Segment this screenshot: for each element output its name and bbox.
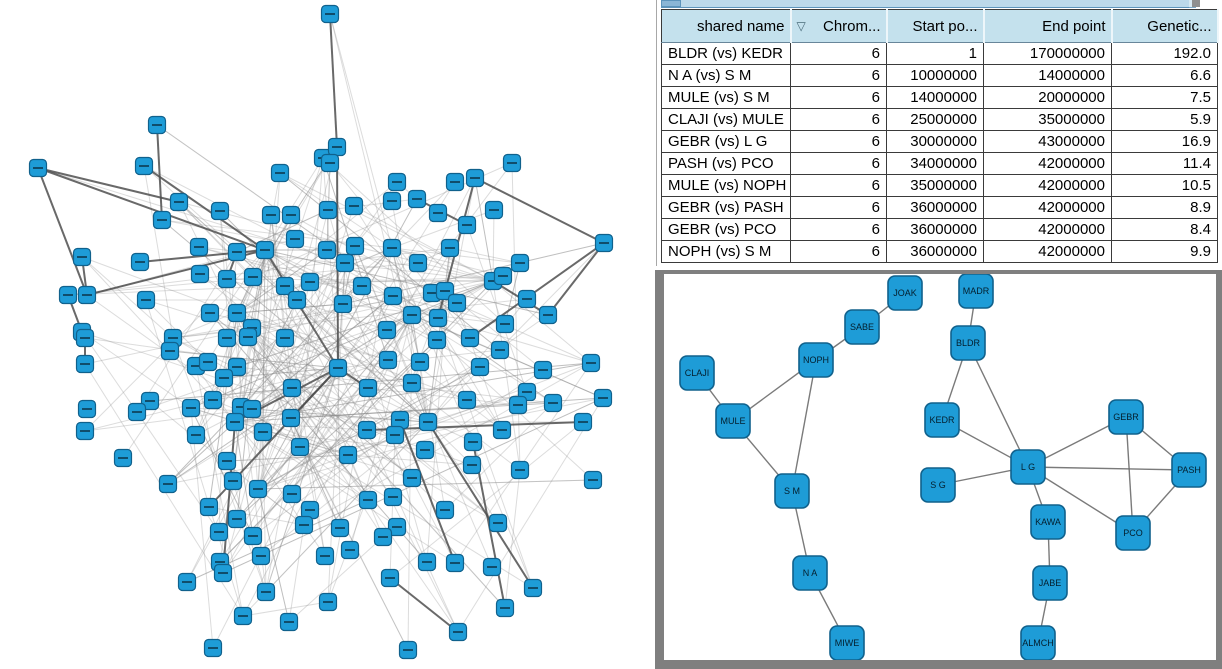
network-node-label: L G bbox=[1020, 462, 1036, 472]
table-cell: 6 bbox=[791, 197, 887, 219]
network-node[interactable] bbox=[219, 271, 236, 288]
network-node-label: KAWA bbox=[1035, 517, 1061, 527]
scrollbar-end-piece bbox=[1192, 0, 1200, 7]
network-node[interactable] bbox=[229, 305, 246, 322]
column-header-3[interactable] bbox=[984, 10, 1112, 43]
network-node[interactable] bbox=[410, 255, 427, 272]
network-node-label: CLAJI bbox=[684, 368, 710, 378]
network-node[interactable] bbox=[459, 392, 476, 409]
table-cell: 42000000 bbox=[984, 241, 1112, 263]
table-cell: 6 bbox=[791, 175, 887, 197]
table-cell: 10.5 bbox=[1112, 175, 1218, 197]
network-node[interactable] bbox=[465, 434, 482, 451]
network-node[interactable] bbox=[337, 255, 354, 272]
network-node[interactable] bbox=[229, 244, 246, 261]
network-node[interactable] bbox=[359, 422, 376, 439]
table-cell: 8.9 bbox=[1112, 197, 1218, 219]
network-node[interactable] bbox=[284, 486, 301, 503]
network-node[interactable] bbox=[340, 447, 357, 464]
table-cell: 35000000 bbox=[887, 175, 984, 197]
network-node[interactable] bbox=[219, 453, 236, 470]
network-node[interactable] bbox=[79, 287, 96, 304]
network-node[interactable] bbox=[596, 235, 613, 252]
network-node[interactable] bbox=[257, 242, 274, 259]
network-node-s-m[interactable] bbox=[775, 474, 809, 508]
column-header-1[interactable] bbox=[791, 10, 887, 43]
network-node[interactable] bbox=[384, 193, 401, 210]
network-node[interactable] bbox=[329, 139, 346, 156]
table-cell: 42000000 bbox=[984, 197, 1112, 219]
network-node[interactable] bbox=[385, 288, 402, 305]
network-node[interactable] bbox=[129, 404, 146, 421]
network-node-label: PASH bbox=[1177, 465, 1201, 475]
network-node[interactable] bbox=[486, 202, 503, 219]
network-node[interactable] bbox=[322, 6, 339, 23]
network-node-noph[interactable] bbox=[799, 343, 833, 377]
network-node[interactable] bbox=[272, 165, 289, 182]
network-node[interactable] bbox=[447, 555, 464, 572]
network-node[interactable] bbox=[447, 174, 464, 191]
network-node[interactable] bbox=[510, 397, 527, 414]
table-cell: 42000000 bbox=[984, 219, 1112, 241]
table-cell: MULE (vs) NOPH bbox=[662, 175, 791, 197]
network-node[interactable] bbox=[484, 559, 501, 576]
column-header-2[interactable] bbox=[887, 10, 984, 43]
network-node[interactable] bbox=[225, 473, 242, 490]
network-node-label: MULE bbox=[720, 416, 746, 426]
table-cell: 170000000 bbox=[984, 43, 1112, 65]
network-node[interactable] bbox=[429, 332, 446, 349]
network-node[interactable] bbox=[512, 255, 529, 272]
network-node-label: S M bbox=[783, 486, 801, 496]
table-row[interactable] bbox=[662, 65, 1218, 87]
table-cell: 35000000 bbox=[984, 109, 1112, 131]
network-node-label: JOAK bbox=[893, 288, 917, 298]
network-node[interactable] bbox=[404, 307, 421, 324]
network-node-s-g[interactable] bbox=[921, 468, 955, 502]
network-node-miwe[interactable] bbox=[830, 626, 864, 660]
network-node-label: NOPH bbox=[802, 355, 830, 365]
network-node[interactable] bbox=[77, 423, 94, 440]
table-cell: 6 bbox=[791, 219, 887, 241]
attribute-table[interactable] bbox=[661, 9, 1219, 263]
network-node[interactable] bbox=[525, 580, 542, 597]
network-node[interactable] bbox=[132, 254, 149, 271]
table-cell: 36000000 bbox=[887, 241, 984, 263]
network-node[interactable] bbox=[375, 529, 392, 546]
network-node-l-g[interactable] bbox=[1011, 450, 1045, 484]
network-node[interactable] bbox=[450, 624, 467, 641]
network-node[interactable] bbox=[255, 424, 272, 441]
network-node[interactable] bbox=[472, 359, 489, 376]
column-header-0[interactable] bbox=[662, 10, 791, 43]
network-node[interactable] bbox=[216, 370, 233, 387]
table-cell: 30000000 bbox=[887, 131, 984, 153]
network-node[interactable] bbox=[419, 554, 436, 571]
table-cell: 6 bbox=[791, 43, 887, 65]
table-cell: 9.9 bbox=[1112, 241, 1218, 263]
network-node[interactable] bbox=[379, 322, 396, 339]
network-node[interactable] bbox=[296, 517, 313, 534]
network-node-label: SABE bbox=[849, 322, 875, 332]
network-node[interactable] bbox=[227, 414, 244, 431]
network-node[interactable] bbox=[179, 574, 196, 591]
network-node[interactable] bbox=[287, 231, 304, 248]
network-node[interactable] bbox=[332, 520, 349, 537]
table-row[interactable] bbox=[662, 219, 1218, 241]
network-node[interactable] bbox=[389, 174, 406, 191]
network-node[interactable] bbox=[490, 515, 507, 532]
scrollbar-thumb[interactable] bbox=[661, 0, 1189, 8]
network-node[interactable] bbox=[360, 492, 377, 509]
network-node[interactable] bbox=[347, 238, 364, 255]
table-cell: 10000000 bbox=[887, 65, 984, 87]
column-header-label: Chrom... bbox=[822, 17, 881, 35]
network-node[interactable] bbox=[235, 608, 252, 625]
network-node[interactable] bbox=[277, 330, 294, 347]
table-row[interactable] bbox=[662, 241, 1218, 263]
network-node-label: JABE bbox=[1038, 578, 1062, 588]
network-node[interactable] bbox=[263, 207, 280, 224]
network-node[interactable] bbox=[136, 158, 153, 175]
network-node[interactable] bbox=[497, 600, 514, 617]
network-node[interactable] bbox=[74, 249, 91, 266]
table-cell: GEBR (vs) PASH bbox=[662, 197, 791, 219]
table-cell: 7.5 bbox=[1112, 87, 1218, 109]
network-edge-highlighted bbox=[330, 14, 337, 147]
network-node-kedr[interactable] bbox=[925, 403, 959, 437]
network-node-pco[interactable] bbox=[1116, 516, 1150, 550]
table-row[interactable] bbox=[662, 175, 1218, 197]
network-node-madr[interactable] bbox=[959, 274, 993, 308]
table-row[interactable] bbox=[662, 153, 1218, 175]
network-node-almch[interactable] bbox=[1021, 626, 1055, 660]
scrollbar-left-cap[interactable] bbox=[661, 0, 681, 7]
network-node[interactable] bbox=[115, 450, 132, 467]
network-node[interactable] bbox=[162, 343, 179, 360]
table-cell: 6 bbox=[791, 153, 887, 175]
table-cell: GEBR (vs) L G bbox=[662, 131, 791, 153]
network-node[interactable] bbox=[595, 390, 612, 407]
attribute-table-panel bbox=[661, 9, 1217, 263]
network-node[interactable] bbox=[417, 442, 434, 459]
network-node[interactable] bbox=[384, 240, 401, 257]
network-node[interactable] bbox=[317, 548, 334, 565]
network-node[interactable] bbox=[258, 584, 275, 601]
network-node-jabe[interactable] bbox=[1033, 566, 1067, 600]
network-node-label: BLDR bbox=[955, 338, 981, 348]
network-node[interactable] bbox=[79, 401, 96, 418]
table-row[interactable] bbox=[662, 131, 1218, 153]
network-node-kawa[interactable] bbox=[1031, 505, 1065, 539]
column-header-4[interactable] bbox=[1112, 10, 1218, 43]
network-node[interactable] bbox=[212, 203, 229, 220]
network-node-label: N A bbox=[802, 568, 818, 578]
network-edge bbox=[968, 343, 1028, 467]
table-cell: 6 bbox=[791, 131, 887, 153]
network-node[interactable] bbox=[387, 427, 404, 444]
table-cell: PASH (vs) PCO bbox=[662, 153, 791, 175]
network-node[interactable] bbox=[183, 400, 200, 417]
network-node[interactable] bbox=[412, 354, 429, 371]
network-node[interactable] bbox=[545, 395, 562, 412]
network-node[interactable] bbox=[404, 375, 421, 392]
network-node[interactable] bbox=[160, 476, 177, 493]
column-header-label: End point bbox=[1042, 17, 1106, 35]
network-node-label: PCO bbox=[1123, 528, 1143, 538]
network-node[interactable] bbox=[77, 356, 94, 373]
table-cell: GEBR (vs) PCO bbox=[662, 219, 791, 241]
network-edge-highlighted bbox=[38, 168, 265, 250]
network-node-n-a[interactable] bbox=[793, 556, 827, 590]
table-cell: 20000000 bbox=[984, 87, 1112, 109]
network-node[interactable] bbox=[201, 499, 218, 516]
panel-divider bbox=[656, 0, 657, 266]
table-cell: 42000000 bbox=[984, 153, 1112, 175]
table-cell: 192.0 bbox=[1112, 43, 1218, 65]
network-node[interactable] bbox=[380, 352, 397, 369]
network-node[interactable] bbox=[320, 202, 337, 219]
network-node[interactable] bbox=[442, 240, 459, 257]
network-node[interactable] bbox=[519, 291, 536, 308]
network-node[interactable] bbox=[494, 422, 511, 439]
table-cell: 16.9 bbox=[1112, 131, 1218, 153]
network-node-sabe[interactable] bbox=[845, 310, 879, 344]
network-node[interactable] bbox=[77, 330, 94, 347]
table-cell: 25000000 bbox=[887, 109, 984, 131]
table-cell: 6 bbox=[791, 65, 887, 87]
network-node[interactable] bbox=[292, 439, 309, 456]
network-node[interactable] bbox=[464, 457, 481, 474]
network-node[interactable] bbox=[437, 502, 454, 519]
network-edge-highlighted bbox=[390, 578, 458, 632]
network-node[interactable] bbox=[322, 155, 339, 172]
table-cell: BLDR (vs) KEDR bbox=[662, 43, 791, 65]
network-node-bldr[interactable] bbox=[951, 326, 985, 360]
network-edge bbox=[475, 178, 493, 281]
column-header-label: Genetic... bbox=[1147, 17, 1212, 35]
network-node[interactable] bbox=[467, 170, 484, 187]
table-cell: 6.6 bbox=[1112, 65, 1218, 87]
network-edge-highlighted bbox=[38, 168, 87, 295]
network-node[interactable] bbox=[583, 355, 600, 372]
network-node[interactable] bbox=[459, 217, 476, 234]
table-cell: CLAJI (vs) MULE bbox=[662, 109, 791, 131]
network-node[interactable] bbox=[200, 354, 217, 371]
network-node-label: S G bbox=[930, 480, 946, 490]
network-node[interactable] bbox=[188, 427, 205, 444]
table-cell: 14000000 bbox=[984, 65, 1112, 87]
network-node-label: KEDR bbox=[929, 415, 955, 425]
table-row[interactable] bbox=[662, 109, 1218, 131]
network-node[interactable] bbox=[253, 548, 270, 565]
network-node[interactable] bbox=[138, 292, 155, 309]
network-node[interactable] bbox=[385, 489, 402, 506]
horizontal-scrollbar[interactable] bbox=[658, 0, 1222, 8]
table-cell: 5.9 bbox=[1112, 109, 1218, 131]
table-cell: 11.4 bbox=[1112, 153, 1218, 175]
network-node[interactable] bbox=[171, 194, 188, 211]
network-node[interactable] bbox=[149, 117, 166, 134]
network-node[interactable] bbox=[240, 329, 257, 346]
network-node-label: MADR bbox=[962, 286, 990, 296]
network-node[interactable] bbox=[284, 380, 301, 397]
network-node[interactable] bbox=[211, 524, 228, 541]
network-node[interactable] bbox=[575, 414, 592, 431]
network-node[interactable] bbox=[154, 212, 171, 229]
network-node[interactable] bbox=[319, 242, 336, 259]
table-cell: 8.4 bbox=[1112, 219, 1218, 241]
network-node[interactable] bbox=[191, 239, 208, 256]
network-node[interactable] bbox=[245, 528, 262, 545]
network-node[interactable] bbox=[245, 269, 262, 286]
network-node[interactable] bbox=[283, 410, 300, 427]
network-node[interactable] bbox=[244, 401, 261, 418]
network-node[interactable] bbox=[302, 274, 319, 291]
network-node[interactable] bbox=[205, 392, 222, 409]
network-node[interactable] bbox=[330, 360, 347, 377]
network-node[interactable] bbox=[346, 198, 363, 215]
network-node[interactable] bbox=[342, 542, 359, 559]
network-edge bbox=[493, 210, 494, 281]
network-node[interactable] bbox=[60, 287, 77, 304]
network-node[interactable] bbox=[409, 191, 426, 208]
table-cell: 6 bbox=[791, 109, 887, 131]
column-header-label: shared name bbox=[696, 17, 785, 35]
table-row[interactable] bbox=[662, 197, 1218, 219]
network-node[interactable] bbox=[250, 481, 267, 498]
network-node[interactable] bbox=[420, 414, 437, 431]
table-cell: 36000000 bbox=[887, 197, 984, 219]
network-node[interactable] bbox=[462, 330, 479, 347]
table-cell: 43000000 bbox=[984, 131, 1112, 153]
network-node[interactable] bbox=[281, 614, 298, 631]
network-node[interactable] bbox=[283, 207, 300, 224]
network-node[interactable] bbox=[585, 472, 602, 489]
network-node[interactable] bbox=[30, 160, 47, 177]
network-node[interactable] bbox=[219, 330, 236, 347]
network-node-label: ALMCH bbox=[1022, 638, 1054, 648]
network-node[interactable] bbox=[495, 268, 512, 285]
network-node[interactable] bbox=[354, 278, 371, 295]
network-node[interactable] bbox=[335, 296, 352, 313]
network-node[interactable] bbox=[205, 640, 222, 657]
network-node[interactable] bbox=[504, 155, 521, 172]
table-cell: 1 bbox=[887, 43, 984, 65]
network-node[interactable] bbox=[497, 316, 514, 333]
network-node-pash[interactable] bbox=[1172, 453, 1206, 487]
network-node[interactable] bbox=[382, 570, 399, 587]
table-cell: 36000000 bbox=[887, 219, 984, 241]
network-node[interactable] bbox=[404, 470, 421, 487]
network-node-joak[interactable] bbox=[888, 276, 922, 310]
table-cell: N A (vs) S M bbox=[662, 65, 791, 87]
table-cell: NOPH (vs) S M bbox=[662, 241, 791, 263]
table-cell: 6 bbox=[791, 87, 887, 109]
network-node[interactable] bbox=[492, 342, 509, 359]
filtered-network-panel[interactable] bbox=[664, 274, 1216, 660]
network-node[interactable] bbox=[215, 565, 232, 582]
network-node-gebr[interactable] bbox=[1109, 400, 1143, 434]
network-node[interactable] bbox=[535, 362, 552, 379]
table-row[interactable] bbox=[662, 43, 1218, 65]
network-node-label: GEBR bbox=[1113, 412, 1139, 422]
network-node[interactable] bbox=[192, 266, 209, 283]
table-cell: 34000000 bbox=[887, 153, 984, 175]
table-cell: 6 bbox=[791, 241, 887, 263]
network-node[interactable] bbox=[400, 642, 417, 659]
network-node[interactable] bbox=[229, 511, 246, 528]
network-node[interactable] bbox=[360, 380, 377, 397]
table-header-row bbox=[662, 10, 1218, 43]
network-node[interactable] bbox=[449, 295, 466, 312]
table-cell: 14000000 bbox=[887, 87, 984, 109]
filter-icon[interactable]: ▽ bbox=[796, 19, 806, 33]
network-node-claji[interactable] bbox=[680, 356, 714, 390]
table-cell: 42000000 bbox=[984, 175, 1112, 197]
table-cell: MULE (vs) S M bbox=[662, 87, 791, 109]
network-node[interactable] bbox=[430, 310, 447, 327]
network-node-mule[interactable] bbox=[716, 404, 750, 438]
network-node[interactable] bbox=[320, 594, 337, 611]
network-node[interactable] bbox=[540, 307, 557, 324]
network-node[interactable] bbox=[430, 205, 447, 222]
column-header-label: Start po... bbox=[912, 17, 978, 35]
network-node[interactable] bbox=[289, 292, 306, 309]
network-node[interactable] bbox=[512, 462, 529, 479]
table-row[interactable] bbox=[662, 87, 1218, 109]
network-edge bbox=[792, 360, 816, 491]
network-edge bbox=[1028, 467, 1189, 470]
network-node[interactable] bbox=[202, 305, 219, 322]
network-node-label: MIWE bbox=[834, 638, 860, 648]
